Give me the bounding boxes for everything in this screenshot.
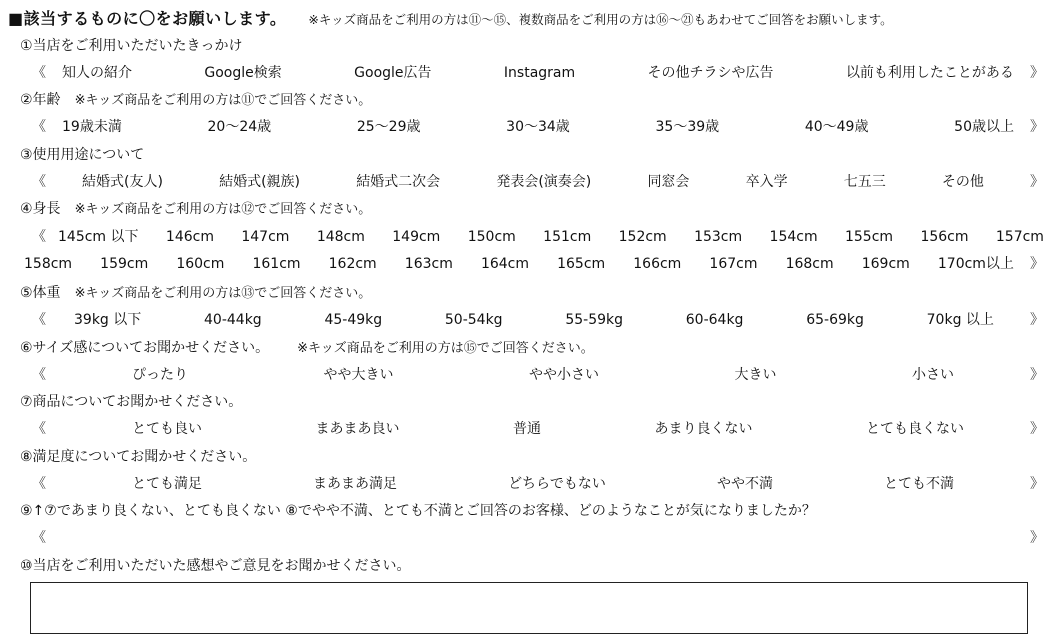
q6-label: ⑥サイズ感についてお聞かせください。 — [20, 340, 270, 356]
q2-label: ②年齢 — [20, 92, 61, 108]
bracket-left: 《 — [32, 174, 46, 190]
q4-option[interactable]: 161cm — [252, 256, 301, 272]
q2-options — [62, 116, 1014, 138]
q6-label-row — [20, 338, 1050, 358]
q4-options-1 — [58, 226, 1044, 248]
bracket-left: 《 — [32, 119, 46, 135]
q6-option[interactable]: やや大きい — [323, 367, 394, 383]
q4-options-row-1 — [32, 226, 1044, 248]
bracket-right: 》 — [1030, 256, 1044, 272]
q4-option[interactable]: 170cm以上 — [937, 256, 1014, 272]
q3-option[interactable]: 発表会(演奏会) — [496, 174, 592, 190]
q5-option[interactable]: 65-69kg — [806, 312, 864, 328]
q2-option[interactable]: 20〜24歳 — [207, 119, 272, 135]
q6-note: ※キッズ商品をご利用の方は⑮でご回答ください。 — [297, 341, 594, 356]
q4-options-2 — [24, 253, 1014, 275]
q7-options-row — [32, 418, 1044, 440]
q2-note: ※キッズ商品をご利用の方は⑪でご回答ください。 — [74, 93, 372, 108]
q4-option[interactable]: 160cm — [176, 256, 225, 272]
bracket-right: 》 — [1030, 530, 1044, 546]
q7-option[interactable]: とても良い — [132, 421, 202, 437]
q4-option[interactable]: 156cm — [920, 229, 969, 245]
bracket-right: 》 — [1030, 476, 1044, 492]
q8-option[interactable]: まあまあ満足 — [313, 476, 398, 492]
q6-options-row — [32, 364, 1044, 386]
q9-answer-row[interactable] — [32, 527, 1044, 549]
q8-options-row — [32, 473, 1044, 495]
q1-option[interactable]: 知人の紹介 — [62, 65, 132, 81]
q5-option[interactable]: 60-64kg — [685, 312, 744, 328]
q3-options-row — [32, 171, 1044, 193]
q4-option[interactable]: 149cm — [392, 229, 441, 245]
q4-option[interactable]: 150cm — [467, 229, 516, 245]
q4-label-row — [20, 199, 1050, 219]
q2-label-row — [20, 90, 1050, 110]
q1-label: ①当店をご利用いただいたきっかけ — [20, 38, 243, 54]
q5-note: ※キッズ商品をご利用の方は⑬でご回答ください。 — [74, 286, 372, 301]
q2-option[interactable]: 40〜49歳 — [804, 119, 869, 135]
q6-option[interactable]: ぴったり — [132, 367, 188, 383]
bracket-left: 《 — [32, 421, 46, 437]
q8-option[interactable]: やや不満 — [716, 476, 773, 492]
q4-option[interactable]: 155cm — [844, 229, 894, 245]
form-note: ※キッズ商品をご利用の方は⑪〜⑮、複数商品をご利用の方は⑯〜㉑もあわせてご回答をお願いします。 — [308, 12, 893, 27]
q3-option[interactable]: 結婚式二次会 — [356, 174, 441, 190]
q5-options — [74, 309, 994, 331]
bracket-left: 《 — [32, 65, 46, 81]
q7-option[interactable]: あまり良くない — [654, 421, 753, 437]
q4-option[interactable]: 167cm — [709, 256, 758, 272]
bracket-left: 《 — [32, 476, 46, 492]
q4-option[interactable]: 162cm — [328, 256, 377, 272]
q1-option[interactable]: その他チラシや広告 — [647, 65, 774, 81]
bracket-right: 》 — [1030, 119, 1044, 135]
bracket-left: 《 — [32, 312, 46, 328]
q4-option[interactable]: 159cm — [100, 256, 149, 272]
q1-option[interactable]: Google広告 — [354, 65, 432, 81]
bracket-right: 》 — [1030, 174, 1044, 190]
q1-options — [62, 62, 1014, 84]
q3-option[interactable]: 結婚式(親族) — [219, 174, 301, 190]
q7-options — [132, 418, 964, 440]
q5-label-row — [20, 283, 1050, 303]
form-header — [8, 6, 1052, 28]
q4-option[interactable]: 153cm — [694, 229, 743, 245]
q5-label: ⑤体重 — [20, 285, 61, 301]
q6-options — [132, 364, 954, 386]
q4-option[interactable]: 163cm — [404, 256, 453, 272]
q4-note: ※キッズ商品をご利用の方は⑫でご回答ください。 — [74, 202, 372, 217]
q3-option[interactable]: 同窓会 — [647, 174, 690, 190]
q4-label: ④身長 — [20, 201, 61, 217]
q1-option[interactable]: Google検索 — [204, 65, 282, 81]
bracket-right: 》 — [1030, 312, 1044, 328]
q10-label: ⑩当店をご利用いただいた感想やご意見をお聞かせください。 — [20, 558, 411, 574]
q4-option[interactable]: 151cm — [543, 229, 592, 245]
q2-option[interactable]: 35〜39歳 — [655, 119, 720, 135]
q3-option[interactable]: その他 — [941, 174, 984, 190]
q4-option[interactable]: 166cm — [633, 256, 682, 272]
q3-options — [82, 171, 984, 193]
q8-label: ⑧満足度についてお聞かせください。 — [20, 449, 257, 465]
q3-option[interactable]: 結婚式(友人) — [82, 174, 163, 190]
q5-option[interactable]: 55-59kg — [565, 312, 624, 328]
q8-option[interactable]: とても不満 — [884, 476, 954, 492]
q5-options-row — [32, 309, 1044, 331]
bracket-right: 》 — [1030, 65, 1044, 81]
q7-option[interactable]: まあまあ良い — [315, 421, 400, 437]
q2-option[interactable]: 25〜29歳 — [356, 119, 421, 135]
q4-option[interactable]: 164cm — [480, 256, 529, 272]
q1-options-row — [32, 62, 1044, 84]
q2-option[interactable]: 50歳以上 — [954, 119, 1014, 135]
q4-option[interactable]: 165cm — [557, 256, 606, 272]
q5-option[interactable]: 40-44kg — [204, 312, 262, 328]
bracket-left: 《 — [32, 367, 46, 383]
q5-option[interactable]: 50-54kg — [444, 312, 503, 328]
q6-option[interactable]: やや小さい — [529, 367, 599, 383]
bracket-left: 《 — [32, 229, 46, 245]
q2-options-row — [32, 116, 1044, 138]
q6-option[interactable]: 大きい — [734, 367, 777, 383]
q7-option[interactable]: とても良くない — [866, 421, 964, 437]
q4-option[interactable]: 157cm — [995, 229, 1044, 245]
q4-option[interactable]: 146cm — [165, 229, 214, 245]
bracket-right: 》 — [1030, 367, 1044, 383]
q4-option[interactable]: 152cm — [618, 229, 667, 245]
q4-option[interactable]: 169cm — [861, 256, 910, 272]
q2-option[interactable]: 30〜34歳 — [506, 119, 570, 135]
q9-label: ⑨↑⑦であまり良くない、とても良くない ⑧でやや不満、とても不満とご回答のお客様、どのようなことが気になりましたか？ — [20, 503, 816, 519]
q4-option[interactable]: 168cm — [785, 256, 834, 272]
q7-option[interactable]: 普通 — [513, 421, 541, 437]
q1-option[interactable]: 以前も利用したことがある — [845, 65, 1014, 81]
q4-option[interactable]: 158cm — [24, 256, 73, 272]
q7-label: ⑦商品についてお聞かせください。 — [20, 394, 243, 410]
q4-option[interactable]: 148cm — [316, 229, 365, 245]
q5-option[interactable]: 70kg 以上 — [926, 312, 994, 328]
form-title: ■該当するものに〇をお願いします。 — [8, 9, 287, 28]
q10-comment-box[interactable] — [30, 582, 1028, 634]
q8-option[interactable]: どちらでもない — [508, 476, 606, 492]
q5-option[interactable]: 45-49kg — [324, 312, 383, 328]
bracket-left: 《 — [32, 530, 46, 546]
q4-option[interactable]: 145cm 以下 — [58, 229, 139, 245]
q4-options-row-2 — [24, 253, 1044, 275]
q8-option[interactable]: とても満足 — [132, 476, 202, 492]
bracket-right: 》 — [1030, 421, 1044, 437]
q3-option[interactable]: 七五三 — [843, 174, 886, 190]
q3-option[interactable]: 卒入学 — [745, 174, 788, 190]
q5-option[interactable]: 39kg 以下 — [74, 312, 142, 328]
q3-label: ③使用用途について — [20, 147, 145, 163]
q4-option[interactable]: 154cm — [769, 229, 818, 245]
q2-option[interactable]: 19歳未満 — [62, 119, 122, 135]
q6-option[interactable]: 小さい — [912, 367, 954, 383]
q1-option[interactable]: Instagram — [503, 65, 576, 81]
q8-options — [132, 473, 954, 495]
q4-option[interactable]: 147cm — [241, 229, 290, 245]
